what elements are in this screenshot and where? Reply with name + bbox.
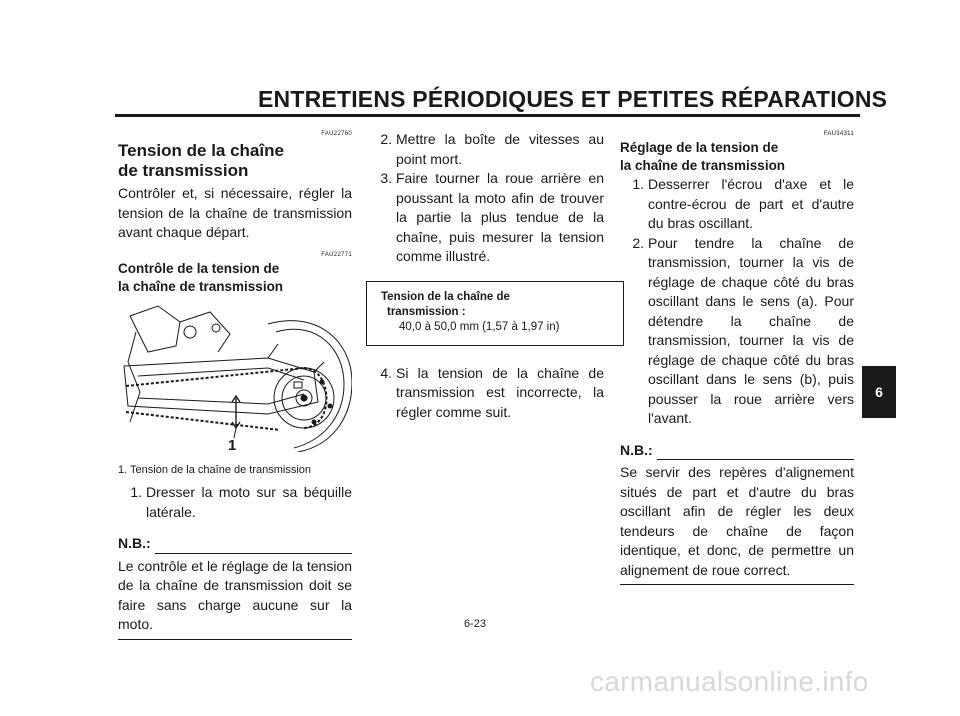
reference-code: FAU22760 bbox=[321, 131, 352, 137]
reference-code: FAU22771 bbox=[321, 251, 352, 258]
list-item: 4. Si la tension de la chaîne de transmission est incorrecte, la régler comme suit. bbox=[380, 364, 604, 420]
header-rule bbox=[115, 114, 860, 117]
subsection-heading: Réglage de la tension de la chaîne de transmission bbox=[620, 140, 786, 173]
column-middle bbox=[368, 130, 604, 422]
list-item: 2. Mettre la boîte de vitesses au point mort. bbox=[380, 131, 604, 167]
note-end-rule bbox=[620, 580, 854, 585]
list-item: 3. Faire tourner la roue arrière en poussant la moto afin de trouver la partie la plus tendue de la chaîne, puis mesurer la tension comme illustré. bbox=[380, 170, 604, 264]
note-paragraph: Le contrôle et le réglage de la tension de la chaîne de transmission doit se faire sans charge aucune sur la moto. bbox=[118, 557, 352, 632]
note-label: N.B.: bbox=[620, 441, 854, 461]
note-paragraph: Se servir des repères d'alignement situés de part et d'autre du bras oscillant afin de régler les deux tendeurs de chaîne de façon identique, et donc, de permettre un alignement de roue correct. bbox=[620, 464, 854, 578]
reference-code: FAU34311 bbox=[823, 131, 854, 137]
list-item: 1. Desserrer l'écrou d'axe et le contre-écrou de part et d'autre du bras oscillant. bbox=[632, 176, 854, 231]
watermark: carmanualsonline.info bbox=[590, 666, 869, 697]
column-left bbox=[118, 130, 352, 640]
chapter-tab: 6 bbox=[862, 366, 896, 418]
list-item: 1. Dresser la moto sur sa béquille latérale. bbox=[130, 484, 352, 520]
figure-callout-1: 1 bbox=[228, 436, 237, 452]
page-number: 6-23 bbox=[464, 618, 487, 630]
section-heading: Tension de la chaîne de transmission bbox=[118, 141, 284, 180]
figure-caption: 1. Tension de la chaîne de transmission bbox=[118, 464, 312, 476]
specification-value: 40,0 à 50,0 mm (1,57 à 1,97 in) bbox=[399, 320, 560, 333]
column-right bbox=[620, 130, 854, 585]
note-label: N.B.: bbox=[118, 534, 352, 554]
note-end-rule bbox=[118, 635, 352, 640]
specification-box: Tension de la chaîne de transmission : 40,0 à 50,0 mm (1,57 à 1,97 in) bbox=[366, 281, 624, 346]
page-header-title: ENTRETIENS PÉRIODIQUES ET PETITES RÉPARATIONS bbox=[258, 86, 888, 112]
chain-tension-illustration bbox=[118, 302, 352, 452]
subsection-heading: Contrôle de la tension de la chaîne de transmission bbox=[118, 260, 284, 294]
intro-paragraph: Contrôler et, si nécessaire, régler la tension de la chaîne de transmission avant chaque départ. bbox=[118, 185, 352, 240]
list-item: 2. Pour tendre la chaîne de transmission, tourner la vis de réglage de chaque côté du bras oscillant dans le sens (a). Pour détendre la chaîne de transmission, tourner la vis de réglage de chaque côté du bras oscillant dans le sens (b), puis pousser la roue arrière vers l'avant. bbox=[632, 234, 854, 426]
